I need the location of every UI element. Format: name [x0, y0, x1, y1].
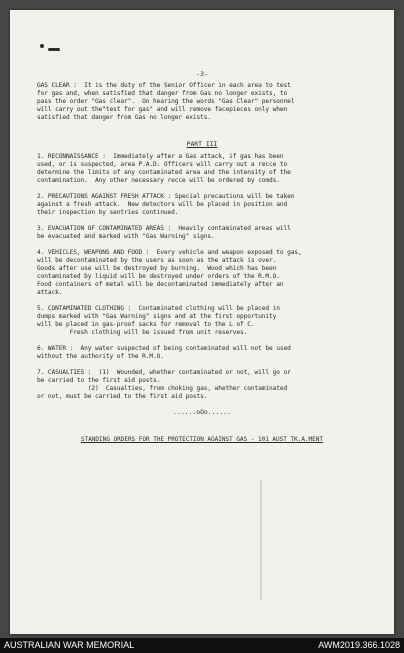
document-page — [10, 10, 394, 634]
paragraph-line: against a fresh attack. New detectors will be placed in position and — [37, 201, 288, 208]
paragraph-line: 7. CASUALTIES : (1) Wounded, whether contaminated or not, will go or — [37, 369, 291, 376]
footer-source: AUSTRALIAN WAR MEMORIAL — [4, 640, 135, 650]
paragraph-line: 2. PRECAUTIONS AGAINST FRESH ATTACK : Special precautions will be taken — [37, 193, 295, 200]
paragraph-line: used, or is suspected, area P.A.D. Officers will carry out a recce to — [37, 161, 288, 168]
paragraph-line: (2) Casualties, from choking gas, whether contaminated — [37, 385, 288, 392]
paragraph-line: will carry out the"test for gas" and will remove facepieces only when — [37, 106, 288, 113]
paragraph-line: 4. VEHICLES, WEAPONS AND FOOD : Every vehicle and weapon exposed to gas, — [37, 249, 302, 256]
paragraph-line: will be placed in gas-proof sacks for removal to the L of C. — [37, 321, 255, 328]
paragraph-line: attack. — [37, 289, 63, 296]
paragraph-line: Fresh clothing will be issued from unit reserves. — [37, 329, 248, 336]
paragraph-line: be carried to the first aid posts. — [37, 377, 161, 384]
paragraph-line: GAS CLEAR : It is the duty of the Senior Officer in each area to test — [37, 82, 291, 89]
paragraph-line: Food containers of metal will be decontaminated immediately after an — [37, 281, 284, 288]
closing-title: STANDING ORDERS FOR THE PROTECTION AGAINST GAS - 101 AUST TK.A.MENT — [80, 436, 324, 443]
footer-reference: AWM2019.366.1028 — [318, 640, 400, 650]
paragraph-line: be evacuated and marked with "Gas Warning" signs. — [37, 233, 215, 240]
paragraph-line: contaminated by liquid will be destroyed under orders of the R.M.O. — [37, 273, 280, 280]
paragraph-line: Goods after use will be destroyed by burning. Wood which has been — [37, 265, 277, 272]
paragraph-line: satisfied that danger from Gas no longer exists. — [37, 114, 212, 121]
part-heading: PART III — [186, 140, 218, 148]
separator: ......oOo...... — [173, 408, 231, 416]
paragraph-line: determine the limits of any contaminated area and the intensity of the — [37, 169, 291, 176]
paragraph-line: 5. CONTAMINATED CLOTHING : Contaminated clothing will be placed in — [37, 305, 280, 312]
paragraph-line: dumps marked with "Gas Warning" signs and at the first opportunity — [37, 313, 277, 320]
punch-hole-mark — [48, 48, 60, 51]
paragraph-line: without the authority of the R.M.O. — [37, 353, 164, 360]
page-number: -3- — [196, 70, 208, 78]
paper-stain — [260, 480, 262, 600]
paragraph-line: will be decontaminated by the users as soon as the attack is over. — [37, 257, 277, 264]
paragraph-line: their inspection by sentries continued. — [37, 209, 179, 216]
punch-hole-mark — [40, 44, 44, 48]
paragraph-line: 3. EVACUATION OF CONTAMINATED AREAS : Heavily contaminated areas will — [37, 225, 291, 232]
paragraph-line: 1. RECONNAISSANCE : Immediately after a Gas attack, if gas has been — [37, 153, 284, 160]
paragraph-line: or not, must be carried to the first aid posts. — [37, 393, 208, 400]
paragraph-line: for gas and, when satisfied that danger from Gas no longer exists, to — [37, 90, 288, 97]
paragraph-line: 6. WATER : Any water suspected of being contaminated will not be used — [37, 345, 291, 352]
paragraph-line: contamination. Any other necessary recce will be ordered by comds. — [37, 177, 280, 184]
footer-bar — [0, 638, 404, 653]
paragraph-line: pass the order "Gas clear". On hearing the words "Gas Clear" personnel — [37, 98, 295, 105]
